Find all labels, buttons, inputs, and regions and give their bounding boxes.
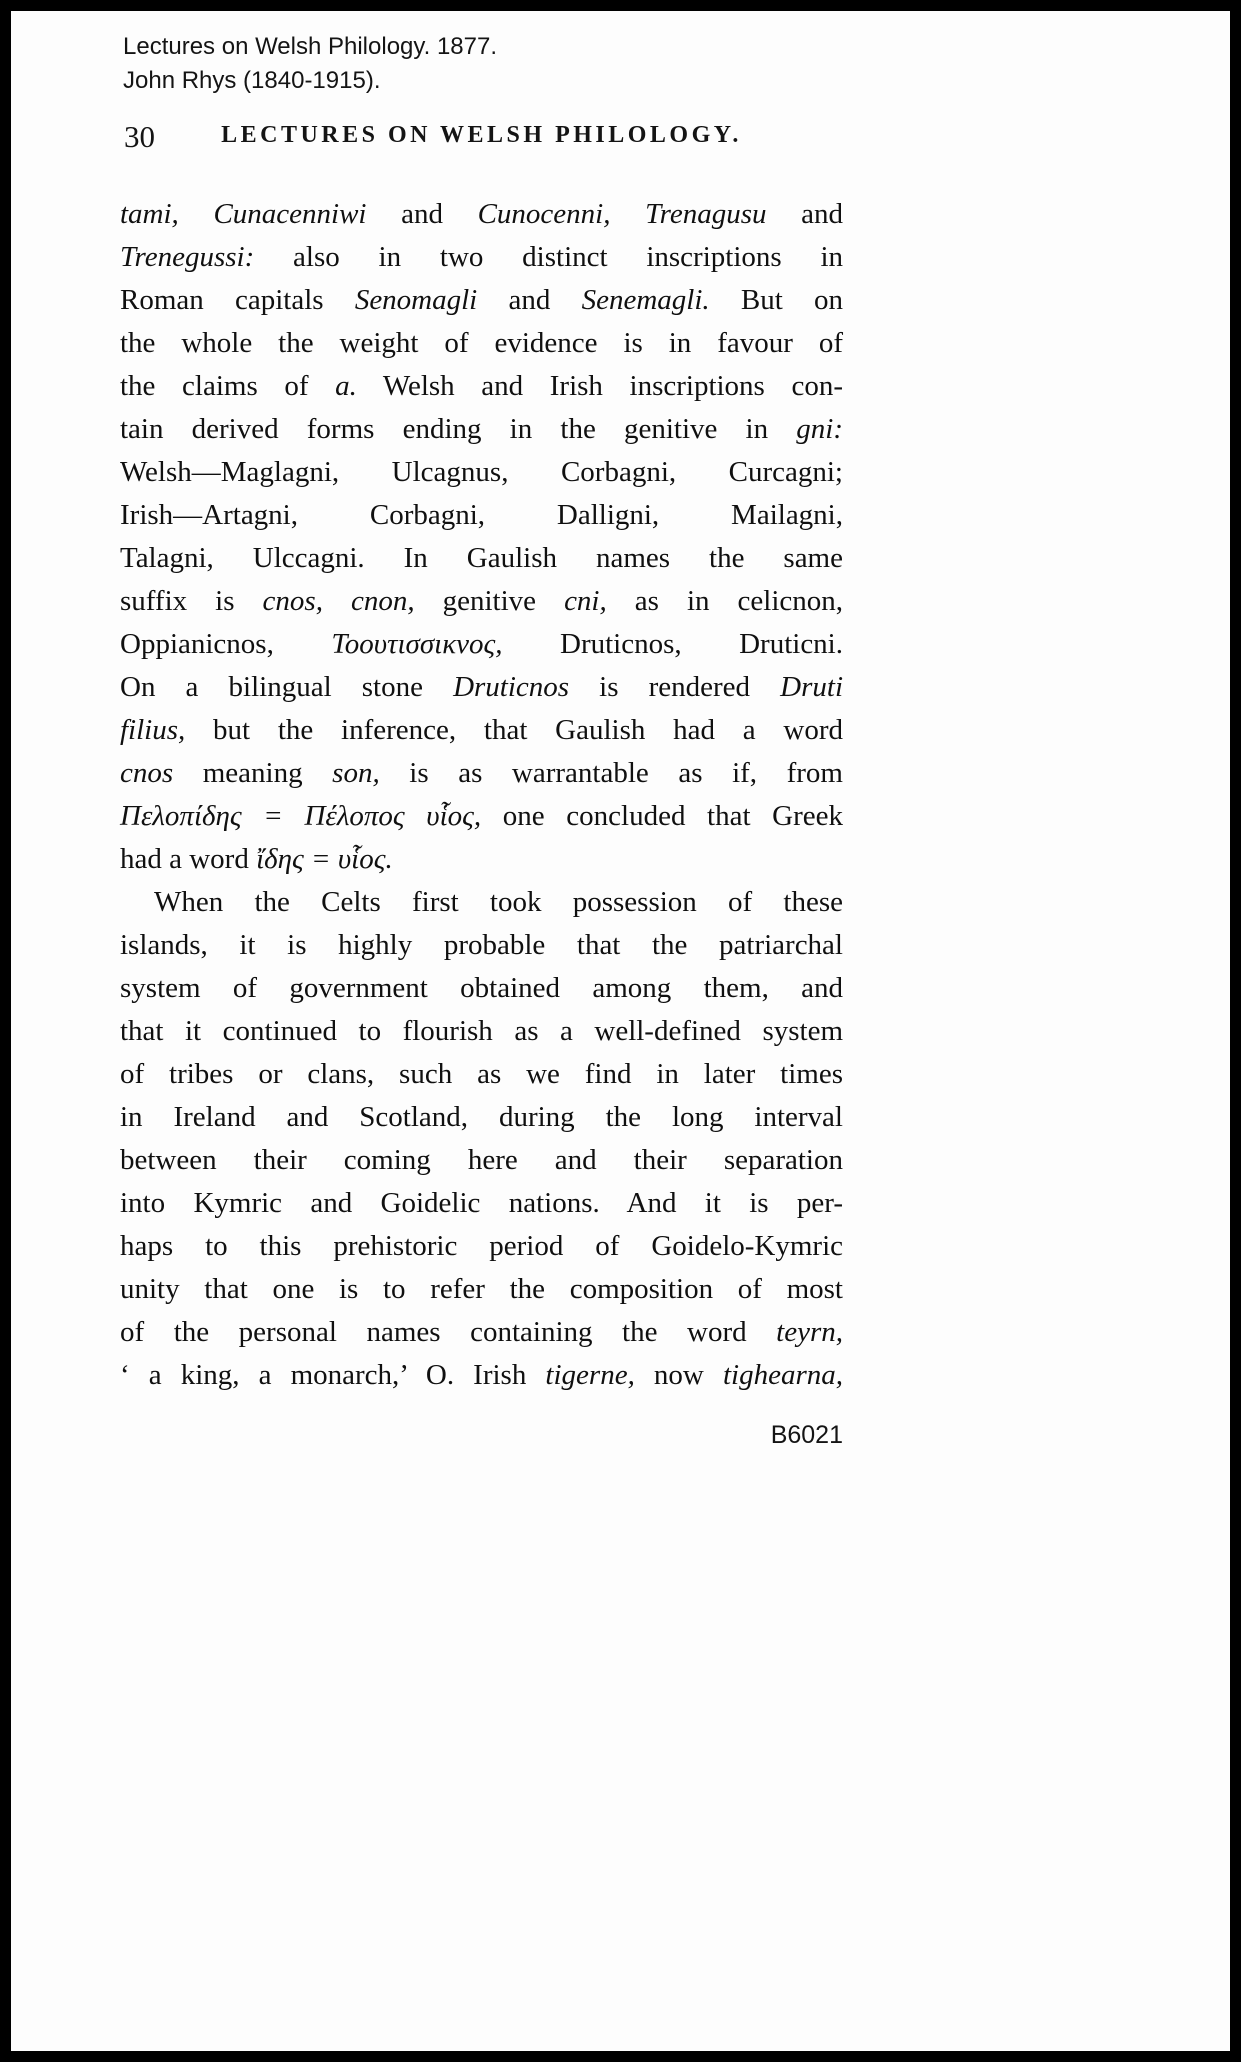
text-segment: now (634, 1359, 723, 1391)
text-line (120, 1268, 843, 1311)
italic-text-segment: filius, (120, 714, 186, 746)
italic-text-segment: Trenagusu (645, 198, 767, 230)
text-segment: and (366, 198, 478, 230)
source-metadata (123, 30, 497, 98)
italic-text-segment: teyrn, (776, 1316, 843, 1348)
text-segment: tain derived forms ending in the genitive in (120, 413, 797, 445)
text-segment: is as warrantable as if, from (379, 757, 843, 789)
text-line (120, 236, 843, 279)
text-segment: unity that one is to refer the composition of most (120, 1273, 843, 1305)
text-segment: Welsh and Irish inscriptions con- (356, 370, 843, 402)
text-segment: haps to this prehistoric period of Goidelo-Kymric (120, 1230, 843, 1262)
italic-text-segment: cnos (120, 757, 174, 789)
scanned-page (11, 11, 1230, 2051)
text-line (120, 1311, 843, 1354)
text-line (120, 1053, 843, 1096)
text-segment: of tribes or clans, such as we find in later times (120, 1058, 843, 1090)
italic-text-segment: Cunacenniwi (213, 198, 367, 230)
text-segment: meaning (173, 757, 333, 789)
italic-text-segment: ἴδης = υἷος. (256, 843, 393, 875)
italic-text-segment: Πελοπίδης = Πέλοπος υἷος, (120, 800, 482, 832)
text-segment (179, 198, 214, 230)
italic-text-segment: cnos, cnon, (262, 585, 415, 617)
text-segment: the whole the weight of evidence is in favour of (120, 327, 843, 359)
text-line (120, 408, 843, 451)
italic-text-segment: son, (332, 757, 380, 789)
running-header (120, 117, 843, 157)
text-line (120, 365, 843, 408)
text-segment: and (766, 198, 844, 230)
text-line (120, 752, 843, 795)
text-line (120, 1354, 843, 1397)
text-line (120, 322, 843, 365)
text-segment: genitive (414, 585, 565, 617)
source-title: Lectures on Welsh Philology. 1877. (123, 33, 498, 60)
text-line (120, 1182, 843, 1225)
text-segment: system of government obtained among them, and (120, 972, 843, 1004)
text-segment: suffix is (120, 585, 263, 617)
text-segment: had a word (120, 843, 257, 875)
running-header-title: LECTURES ON WELSH PHILOLOGY. (221, 122, 742, 148)
text-segment: Oppianicnos, (120, 628, 332, 660)
italic-text-segment: Trenegussi: (120, 241, 255, 273)
text-line (120, 881, 843, 924)
text-line (120, 1139, 843, 1182)
text-line (120, 1225, 843, 1268)
text-segment: Talagni, Ulccagni. In Gaulish names the same (120, 542, 843, 574)
text-segment: Welsh—Maglagni, Ulcagnus, Corbagni, Curcagni; (120, 456, 843, 488)
text-segment: is rendered (569, 671, 781, 703)
text-segment: and (477, 284, 582, 316)
text-segment: between their coming here and their separation (120, 1144, 843, 1176)
text-segment (611, 198, 646, 230)
page-body (120, 193, 843, 1397)
source-author: John Rhys (1840-1915). (123, 67, 381, 94)
text-segment: also in two distinct inscriptions in (254, 241, 843, 273)
italic-text-segment: a. (335, 370, 357, 402)
text-segment: the claims of (120, 370, 336, 402)
text-segment: Roman capitals (120, 284, 355, 316)
text-line (120, 924, 843, 967)
text-line (120, 451, 843, 494)
text-line (120, 537, 843, 580)
italic-text-segment: tigerne, (545, 1359, 635, 1391)
text-segment: islands, it is highly probable that the patriarchal (120, 929, 843, 961)
italic-text-segment: tami, (120, 198, 179, 230)
italic-text-segment: tighearna, (722, 1359, 843, 1391)
text-segment: that it continued to flourish as a well-defined system (120, 1015, 843, 1047)
footer-mark: B6021 (770, 1421, 843, 1449)
italic-text-segment: Senomagli (354, 284, 478, 316)
text-segment: ‘ a king, a monarch,’ O. Irish (120, 1359, 546, 1391)
text-line (120, 623, 843, 666)
text-segment: Irish—Artagni, Corbagni, Dalligni, Mailagni, (120, 499, 843, 531)
italic-text-segment: Τοουτισσικνος, (331, 628, 503, 660)
italic-text-segment: gni: (796, 413, 843, 445)
text-line (120, 967, 843, 1010)
page-number: 30 (124, 119, 155, 154)
text-line (120, 1096, 843, 1139)
text-segment: Druticnos, Druticni. (502, 628, 843, 660)
text-segment: On a bilingual stone (120, 671, 454, 703)
text-line (120, 580, 843, 623)
italic-text-segment: Druti (780, 671, 843, 703)
text-line (120, 494, 843, 537)
text-line (120, 1010, 843, 1053)
italic-text-segment: Senemagli. (581, 284, 710, 316)
text-line (120, 838, 843, 881)
text-segment: into Kymric and Goidelic nations. And it is per- (120, 1187, 843, 1219)
italic-text-segment: cni, (564, 585, 607, 617)
text-segment: When the Celts first took possession of these (154, 886, 843, 918)
text-line (120, 795, 843, 838)
text-segment: But on (709, 284, 844, 316)
text-line (120, 193, 843, 236)
text-segment: of the personal names containing the word (120, 1316, 777, 1348)
text-line (120, 666, 843, 709)
italic-text-segment: Cunocenni, (477, 198, 611, 230)
italic-text-segment: Druticnos (453, 671, 570, 703)
text-segment: but the inference, that Gaulish had a word (185, 714, 843, 746)
text-segment: in Ireland and Scotland, during the long interval (120, 1101, 843, 1133)
text-line (120, 279, 843, 322)
text-segment: as in celicnon, (606, 585, 844, 617)
text-segment: one concluded that Greek (481, 800, 843, 832)
text-line (120, 709, 843, 752)
